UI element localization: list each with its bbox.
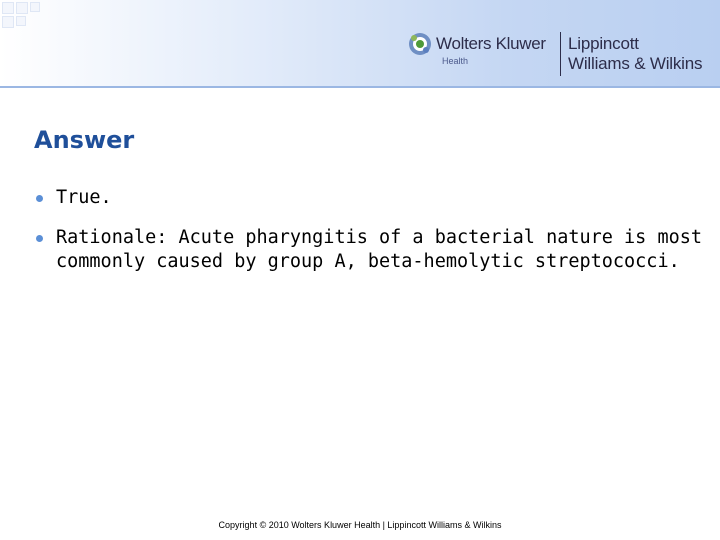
bullet-text: Rationale: Acute pharyngitis of a bacterial nature is most commonly caused by group A, beta-hemolytic streptococci. xyxy=(56,227,703,272)
wolters-kluwer-emblem-icon xyxy=(408,32,432,56)
decorative-square xyxy=(30,2,40,12)
bullet-text: True. xyxy=(56,187,112,208)
logo-divider xyxy=(560,32,561,76)
publisher-logo xyxy=(408,30,718,80)
bullet-item xyxy=(34,226,704,274)
imprint-line-1: Lippincott xyxy=(568,34,639,53)
footer-copyright: Copyright © 2010 Wolters Kluwer Health | Lippincott Williams & Wilkins xyxy=(218,520,502,530)
imprint-line-2: Williams & Wilkins xyxy=(568,54,703,73)
bullet-dot-icon xyxy=(36,235,43,242)
publisher-division: Health xyxy=(442,56,469,66)
decorative-square xyxy=(2,2,14,14)
bullet-dot-icon xyxy=(36,195,43,202)
bullet-list xyxy=(34,186,704,290)
decorative-square xyxy=(16,2,28,14)
bullet-item xyxy=(34,186,704,210)
publisher-name: Wolters Kluwer xyxy=(436,34,546,53)
decorative-square xyxy=(16,16,26,26)
decorative-square xyxy=(2,16,14,28)
header-divider xyxy=(0,86,720,88)
slide-title: Answer xyxy=(34,126,135,154)
